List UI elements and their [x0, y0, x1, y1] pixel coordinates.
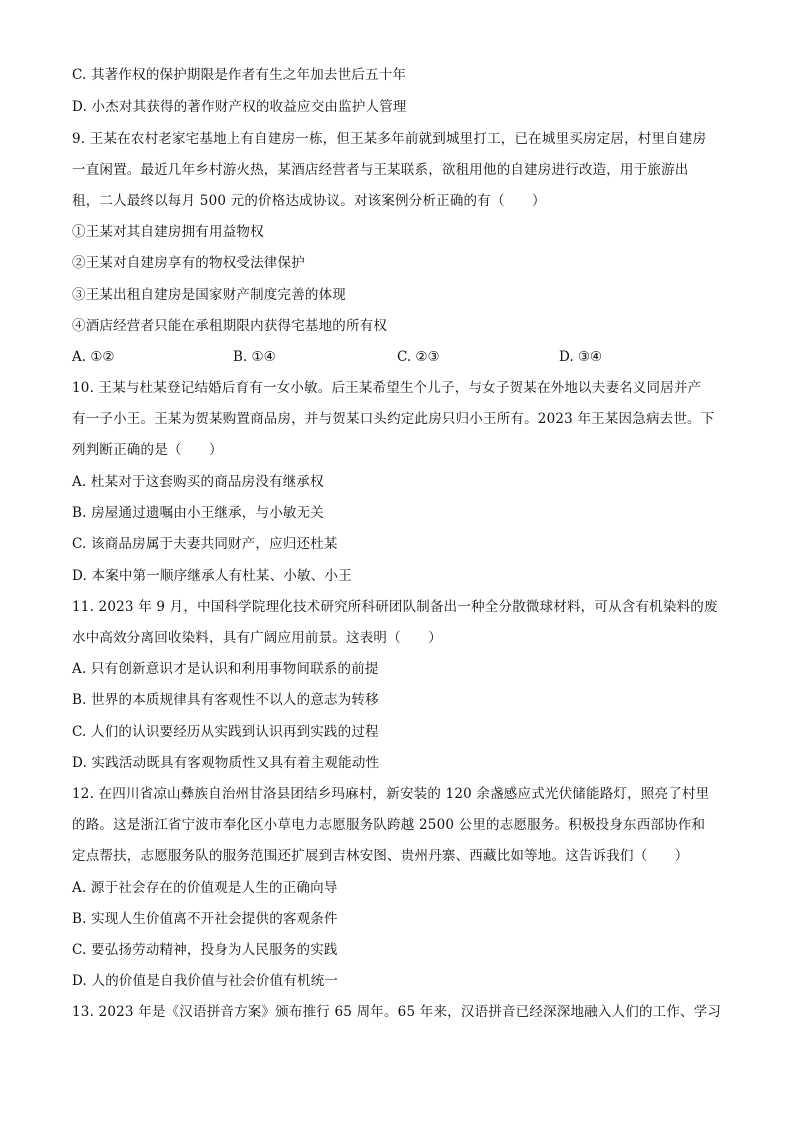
q10-option-d: D. 本案中第一顺序继承人有杜某、小敏、小王	[72, 568, 352, 584]
q9-option-a: A. ①②	[72, 349, 115, 365]
q8-option-d: D. 小杰对其获得的著作财产权的收益应交由监护人管理	[72, 99, 407, 115]
q12-stem-line1: 12. 在四川省凉山彝族自治州甘洛县团结乡玛麻村，新安装的 120 余盏感应式光伏储能路灯，照亮了村里	[72, 786, 710, 802]
q9-item-3: ③王某出租自建房是国家财产制度完善的体现	[72, 287, 346, 303]
q9-stem-line3: 租，二人最终以每月 500 元的价格达成协议。对该案例分析正确的有（ ）	[72, 193, 546, 209]
q10-option-b: B. 房屋通过遗嘱由小王继承，与小敏无关	[72, 505, 325, 521]
q9-option-d: D. ③④	[559, 349, 603, 365]
q12-option-a: A. 源于社会存在的价值观是人生的正确向导	[72, 880, 338, 896]
q12-option-b: B. 实现人生价值离不开社会提供的客观条件	[72, 911, 338, 927]
q9-option-b: B. ①④	[233, 349, 276, 365]
q8-option-c: C. 其著作权的保护期限是作者有生之年加去世后五十年	[72, 67, 407, 83]
q10-stem-line3: 列判断正确的是（ ）	[72, 442, 223, 458]
q12-option-c: C. 要弘扬劳动精神，投身为人民服务的实践	[72, 942, 338, 958]
q12-option-d: D. 人的价值是自我价值与社会价值有机统一	[72, 973, 339, 989]
q11-option-a: A. 只有创新意识才是认识和利用事物间联系的前提	[72, 661, 379, 677]
q9-stem-line1: 9. 王某在农村老家宅基地上有自建房一栋，但王某多年前就到城里打工，已在城里买房定居，村里自建房	[72, 131, 707, 147]
q10-stem-line1: 10. 王某与杜某登记结婚后育有一女小敏。后王某希望生个儿子，与女子贺某在外地以夫妻名义同居并产	[72, 380, 702, 396]
q11-option-c: C. 人们的认识要经历从实践到认识再到实践的过程	[72, 724, 379, 740]
q9-item-4: ④酒店经营者只能在承租期限内获得宅基地的所有权	[72, 318, 388, 334]
q9-item-2: ②王某对自建房享有的物权受法律保护	[72, 255, 305, 271]
q11-option-d: D. 实践活动既具有客观物质性又具有着主观能动性	[72, 755, 380, 771]
q12-stem-line2: 的路。这是浙江省宁波市奉化区小草电力志愿服务队跨越 2500 公里的志愿服务。积极投身东西部协作和	[72, 817, 706, 833]
q10-stem-line2: 有一子小王。王某为贺某购置商品房，并与贺某口头约定此房只归小王所有。2023 年王某因急病去世。下	[72, 411, 715, 427]
q11-option-b: B. 世界的本质规律具有客观性不以人的意志为转移	[72, 692, 379, 708]
q9-option-c: C. ②③	[397, 349, 440, 365]
q12-stem-line3: 定点帮扶，志愿服务队的服务范围还扩展到吉林安图、贵州丹寨、西藏比如等地。这告诉我们（ ）	[72, 848, 689, 864]
q10-option-a: A. 杜某对于这套购买的商品房没有继承权	[72, 474, 324, 490]
q9-item-1: ①王某对其自建房拥有用益物权	[72, 224, 264, 240]
q11-stem-line2: 水中高效分离回收染料，具有广阔应用前景。这表明（ ）	[72, 630, 442, 646]
q13-stem-line1: 13. 2023 年是《汉语拼音方案》颁布推行 65 周年。65 年来，汉语拼音已经深深地融入人们的工作、学习	[72, 1004, 722, 1020]
q9-options-row	[72, 347, 732, 367]
q9-stem-line2: 一直闲置。最近几年乡村游火热，某酒店经营者与王某联系，欲租用他的自建房进行改造，用于旅游出	[72, 162, 689, 178]
q10-option-c: C. 该商品房属于夫妻共同财产，应归还杜某	[72, 536, 338, 552]
q11-stem-line1: 11. 2023 年 9 月，中国科学院理化技术研究所科研团队制备出一种全分散微球材料，可从含有机染料的废	[72, 599, 718, 615]
